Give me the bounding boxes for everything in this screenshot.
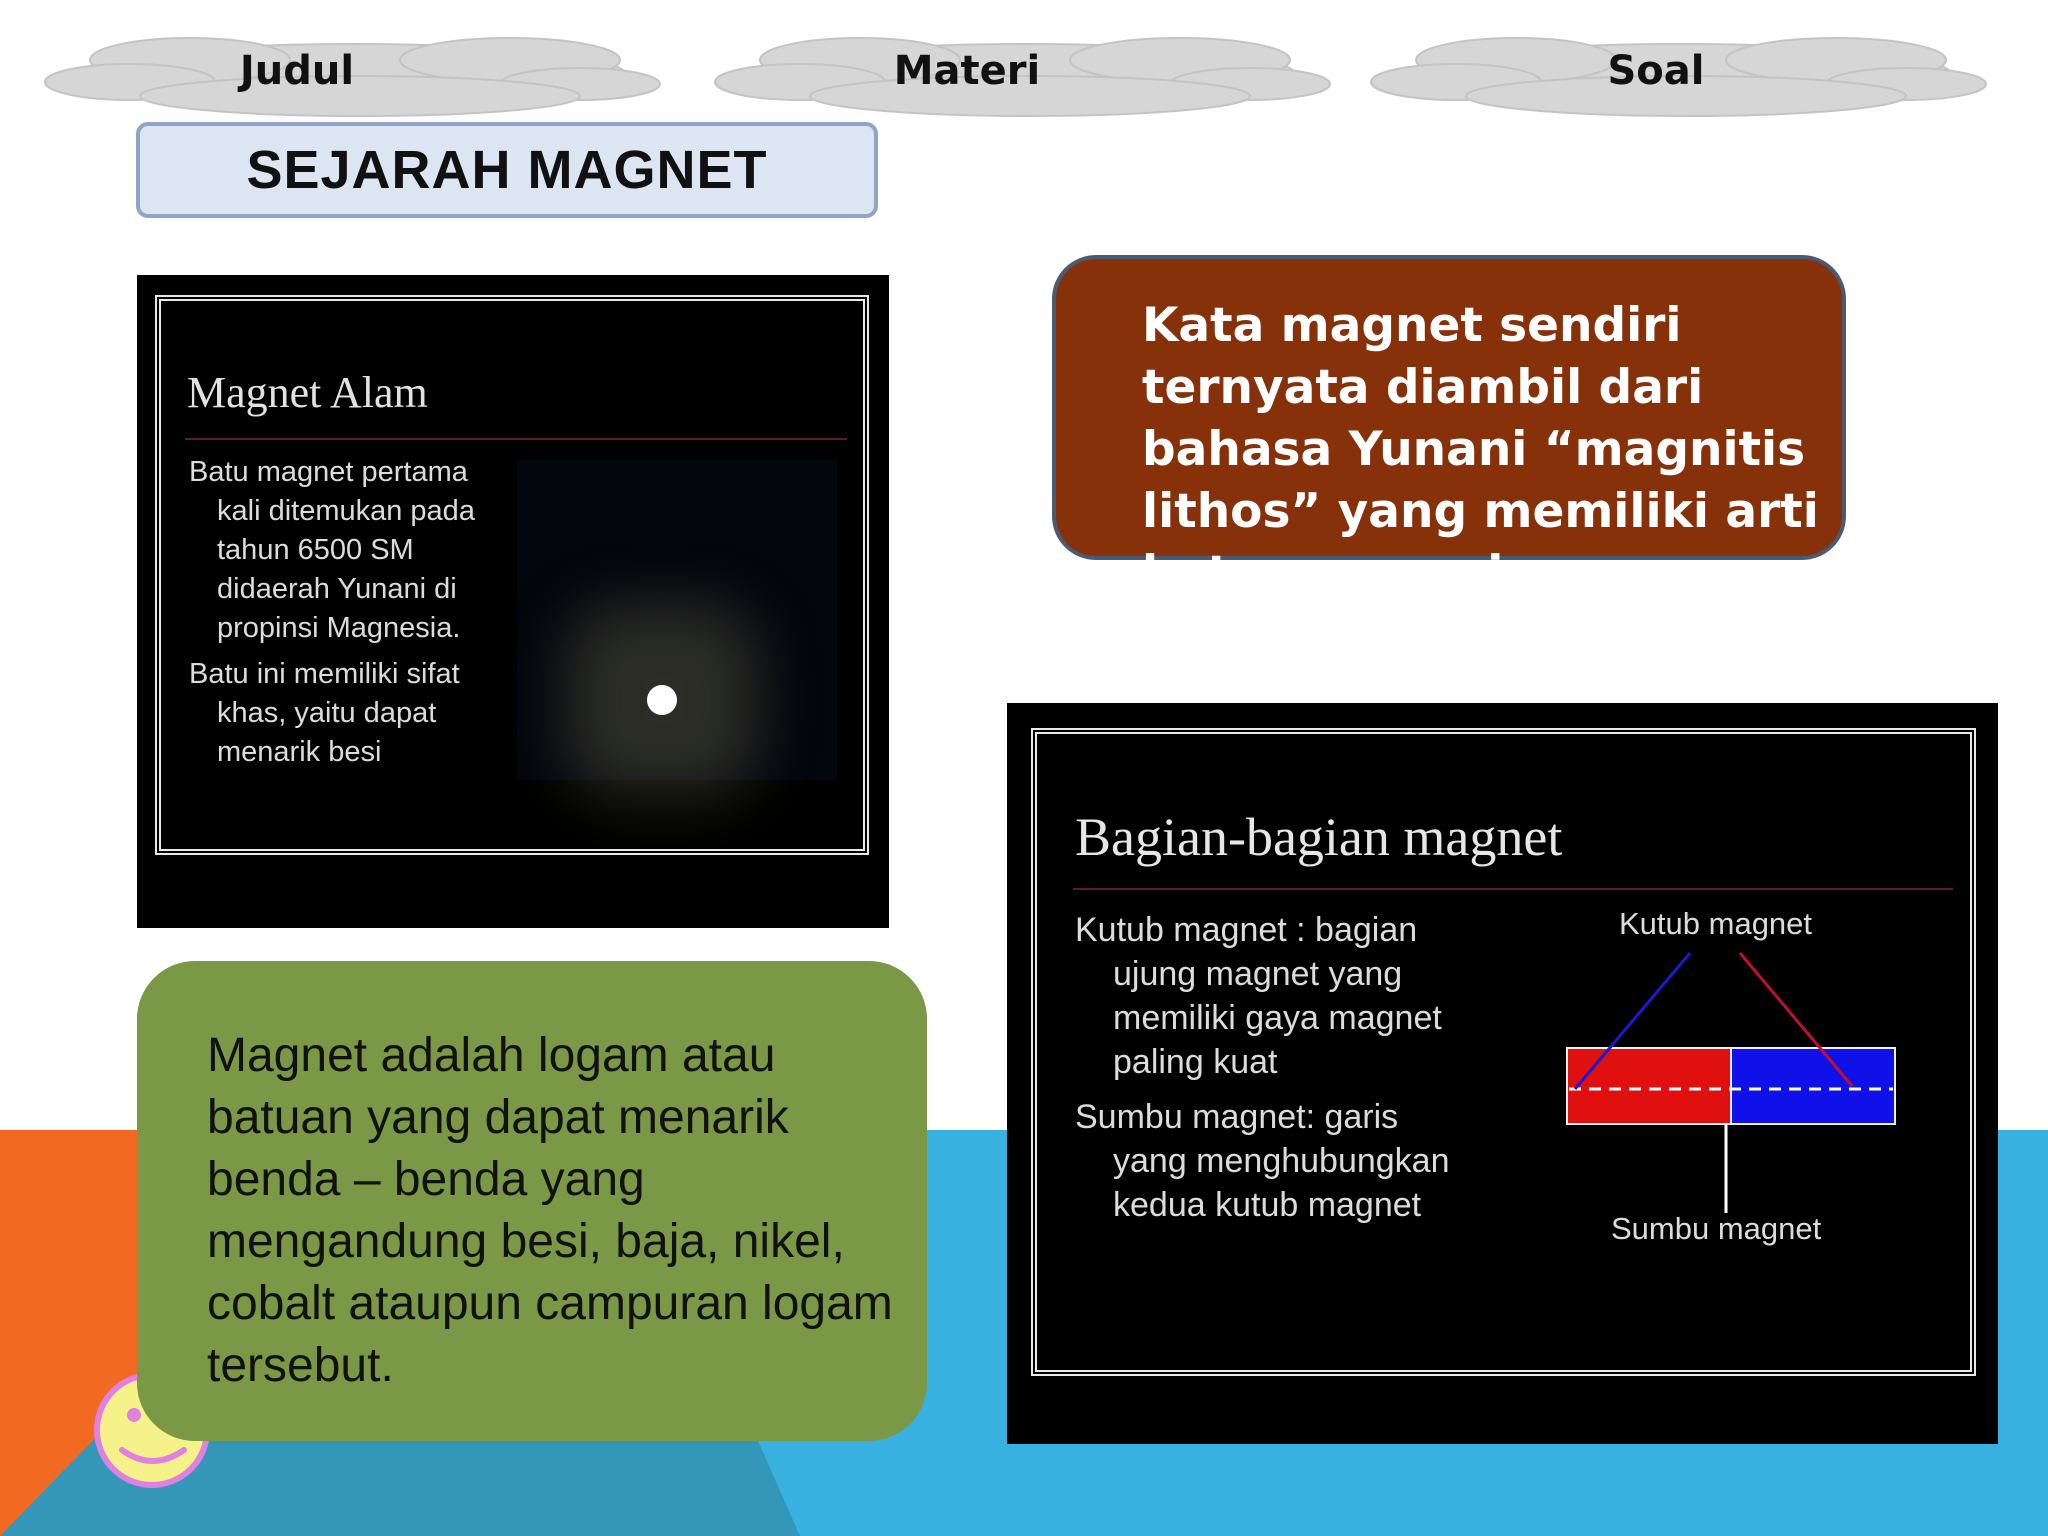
magnet-alam-para1 [189, 453, 509, 648]
magnet-alam-image [137, 275, 889, 928]
nav-judul-button[interactable] [40, 22, 670, 122]
text-line: propinsi Magnesia. [217, 612, 461, 644]
text-line: menarik besi [217, 736, 382, 768]
text-line: kali ditemukan pada [217, 495, 475, 527]
kutub-magnet-label: Kutub magnet [1619, 906, 1813, 941]
text-line: Batu ini memiliki sifat [189, 658, 460, 690]
magnet-north-half [1567, 1048, 1731, 1124]
nav-materi-button[interactable] [710, 22, 1340, 122]
magnet-south-half [1731, 1048, 1895, 1124]
title-rule [185, 438, 847, 440]
text-line: yang menghubungkan [1113, 1142, 1450, 1180]
text-line: Sumbu magnet: garis [1075, 1098, 1399, 1136]
definition-box [137, 961, 927, 1441]
page-title-box [136, 122, 878, 218]
text-line: paling kuat [1113, 1043, 1278, 1081]
nav-soal-label: Soal [1607, 48, 1705, 94]
page-title: SEJARAH MAGNET [246, 140, 768, 200]
sumbu-magnet-label: Sumbu magnet [1611, 1211, 1822, 1246]
magnet-alam-title: Magnet Alam [187, 368, 428, 417]
text-line: khas, yaitu dapat [217, 697, 437, 729]
text-line: didaerah Yunani di [217, 573, 457, 605]
definition-text: Magnet adalah logam atau batuan yang dapat menarik benda – benda yang mengandung besi, baja, nikel, cobalt ataupun campuran logam tersebut. [207, 1029, 893, 1392]
magnet-alam-para2 [189, 655, 509, 772]
bagian-magnet-image [1007, 703, 1998, 1444]
bar-magnet-diagram [1007, 703, 1998, 1444]
nav-materi-label: Materi [893, 48, 1041, 94]
nav-judul-label: Judul [239, 48, 355, 94]
text-line: ujung magnet yang [1113, 955, 1403, 993]
etymology-box [1052, 255, 1846, 601]
lodestone-glow [647, 685, 677, 715]
lodestone-photo [517, 460, 837, 780]
text-line: Kutub magnet : bagian [1075, 911, 1418, 949]
text-line: tahun 6500 SM [217, 534, 414, 566]
text-line: memiliki gaya magnet [1113, 999, 1442, 1037]
text-line: Batu magnet pertama [189, 456, 468, 488]
bagian-magnet-title: Bagian-bagian magnet [1075, 807, 1563, 867]
etymology-text: Kata magnet sendiri ternyata diambil dari bahasa Yunani “magnitis lithos” yang memiliki arti batu magnesia [1142, 298, 1819, 601]
text-line: kedua kutub magnet [1113, 1186, 1422, 1224]
nav-soal-button[interactable] [1366, 22, 1996, 122]
